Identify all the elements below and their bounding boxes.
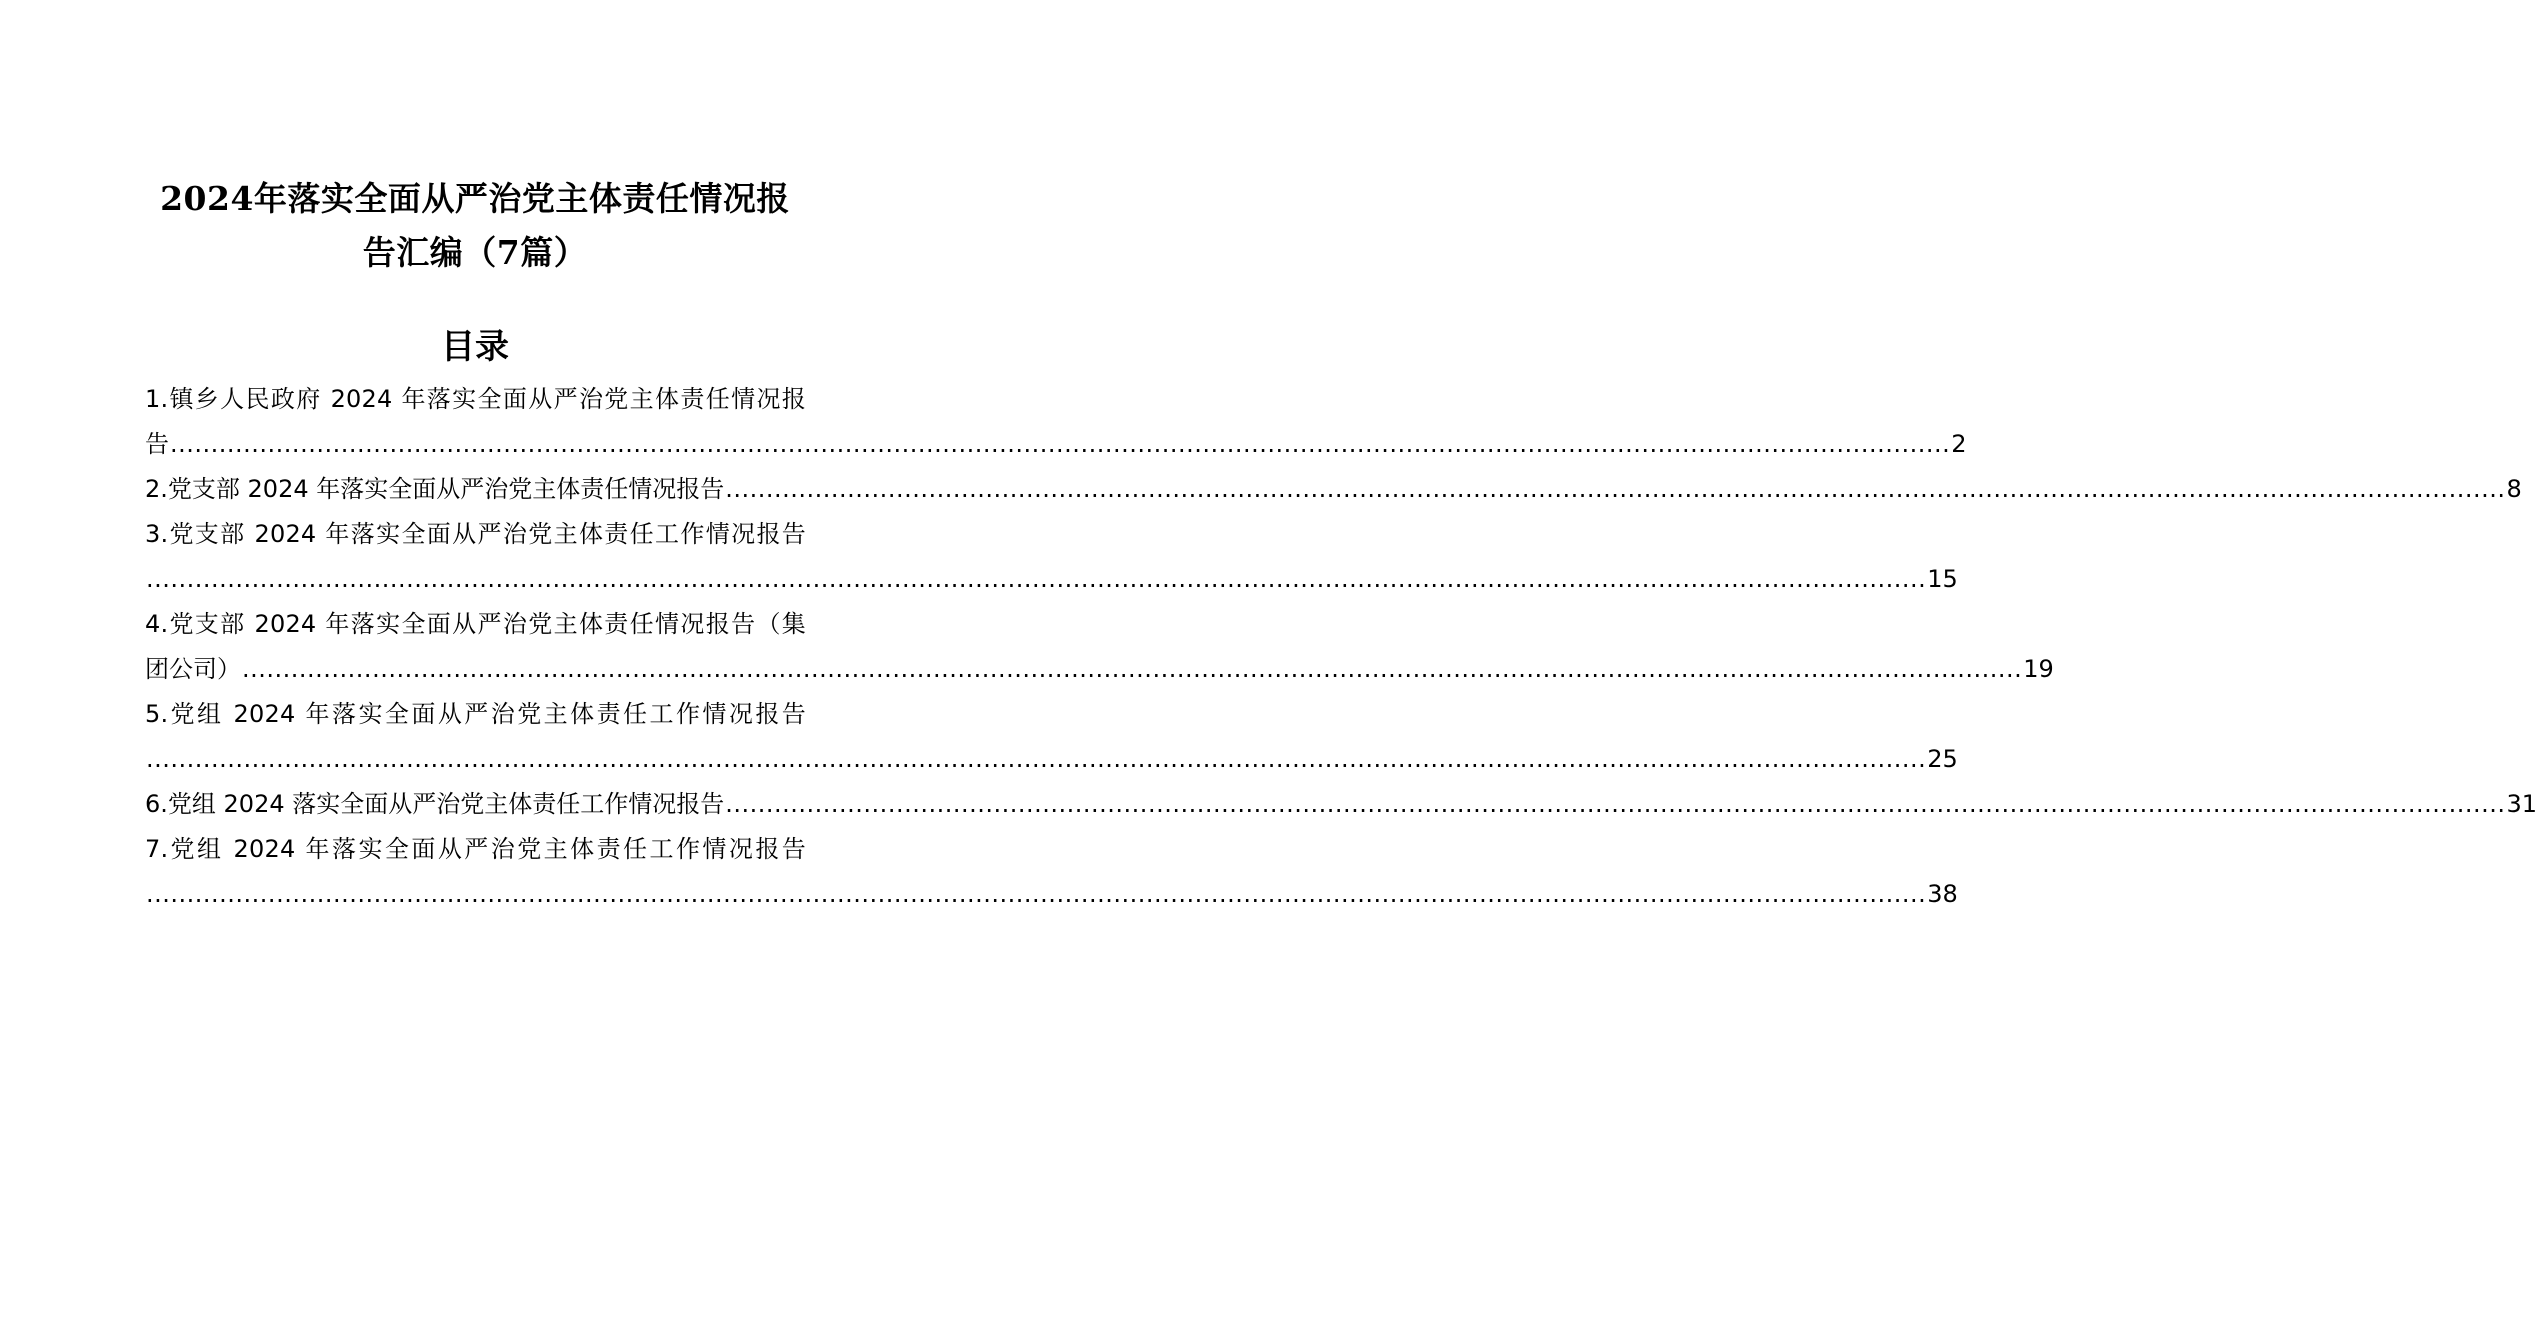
toc-entry-6-page-number: 31: [2506, 790, 2537, 818]
toc-entry-1-title-cont: 告: [145, 430, 169, 458]
toc-entry-4-title: 4.党支部 2024 年落实全面从严治党主体责任情况报告（集: [145, 610, 806, 638]
toc-entry-7-title: 7.党组 2024 年落实全面从严治党主体责任工作情况报告: [145, 835, 806, 863]
toc-entry-1-leader-row: [145, 422, 1967, 467]
toc-entry-1-page-number: 2: [1951, 430, 1967, 458]
toc-entry-3-title: 3.党支部 2024 年落实全面从严治党主体责任工作情况报告: [145, 520, 806, 548]
toc-entry-5-dot-leader: ...........................................................................................................................................................................................................................: [146, 745, 1927, 773]
toc-entry-4[interactable]: [145, 602, 2054, 692]
toc-entry-4-title-cont: 团公司）: [145, 655, 241, 683]
toc-entry-3[interactable]: [145, 512, 1958, 602]
toc-entry-4-page-number: 19: [2023, 655, 2054, 683]
toc-entry-6-dot-leader: ...........................................................................................................................................................................................................................: [725, 790, 2506, 818]
toc-entry-6-title: 6.党组 2024 落实全面从严治党主体责任工作情况报告: [145, 790, 725, 818]
toc-entry-5[interactable]: [145, 692, 1958, 782]
toc-entry-1-title: 1.镇乡人民政府 2024 年落实全面从严治党主体责任情况报: [145, 385, 806, 413]
toc-entry-1-dot-leader: ...........................................................................................................................................................................................................................: [170, 430, 1951, 458]
toc-entry-4-leader-row: [145, 647, 2054, 692]
toc-entry-7-page-number: 38: [1927, 880, 1958, 908]
toc-entry-2-title: 2.党支部 2024 年落实全面从严治党主体责任情况报告: [145, 475, 725, 503]
toc-entry-2-dot-leader: ...........................................................................................................................................................................................................................: [725, 475, 2506, 503]
toc-entry-5-page-number: 25: [1927, 745, 1958, 773]
document-title-line-1: 2024年落实全面从严治党主体责任情况报: [160, 179, 790, 218]
toc-entry-7[interactable]: [145, 827, 1958, 917]
toc-entry-2[interactable]: [145, 467, 2522, 512]
toc-entry-6-leader-row: [145, 782, 2537, 827]
toc-entry-5-title: 5.党组 2024 年落实全面从严治党主体责任工作情况报告: [145, 700, 806, 728]
document-title-line-2: 告汇编（7篇）: [362, 233, 588, 272]
toc-entry-7-dot-leader: ...........................................................................................................................................................................................................................: [146, 880, 1927, 908]
toc-heading: 目录: [441, 327, 509, 367]
toc-entry-6[interactable]: [145, 782, 2537, 827]
toc-entry-3-dot-leader: ...........................................................................................................................................................................................................................: [146, 565, 1927, 593]
toc-entry-3-page-number: 15: [1927, 565, 1958, 593]
toc-entry-3-leader-row: [145, 557, 1958, 602]
toc-entry-2-leader-row: [145, 467, 2522, 512]
toc-entry-7-leader-row: [145, 872, 1958, 917]
toc-entry-2-page-number: 8: [2506, 475, 2522, 503]
toc-entry-4-dot-leader: ...........................................................................................................................................................................................................................: [242, 655, 2023, 683]
toc-entry-1[interactable]: [145, 377, 1967, 467]
document-title: [140, 172, 810, 280]
table-of-contents: [145, 377, 2537, 917]
toc-entry-5-leader-row: [145, 737, 1958, 782]
